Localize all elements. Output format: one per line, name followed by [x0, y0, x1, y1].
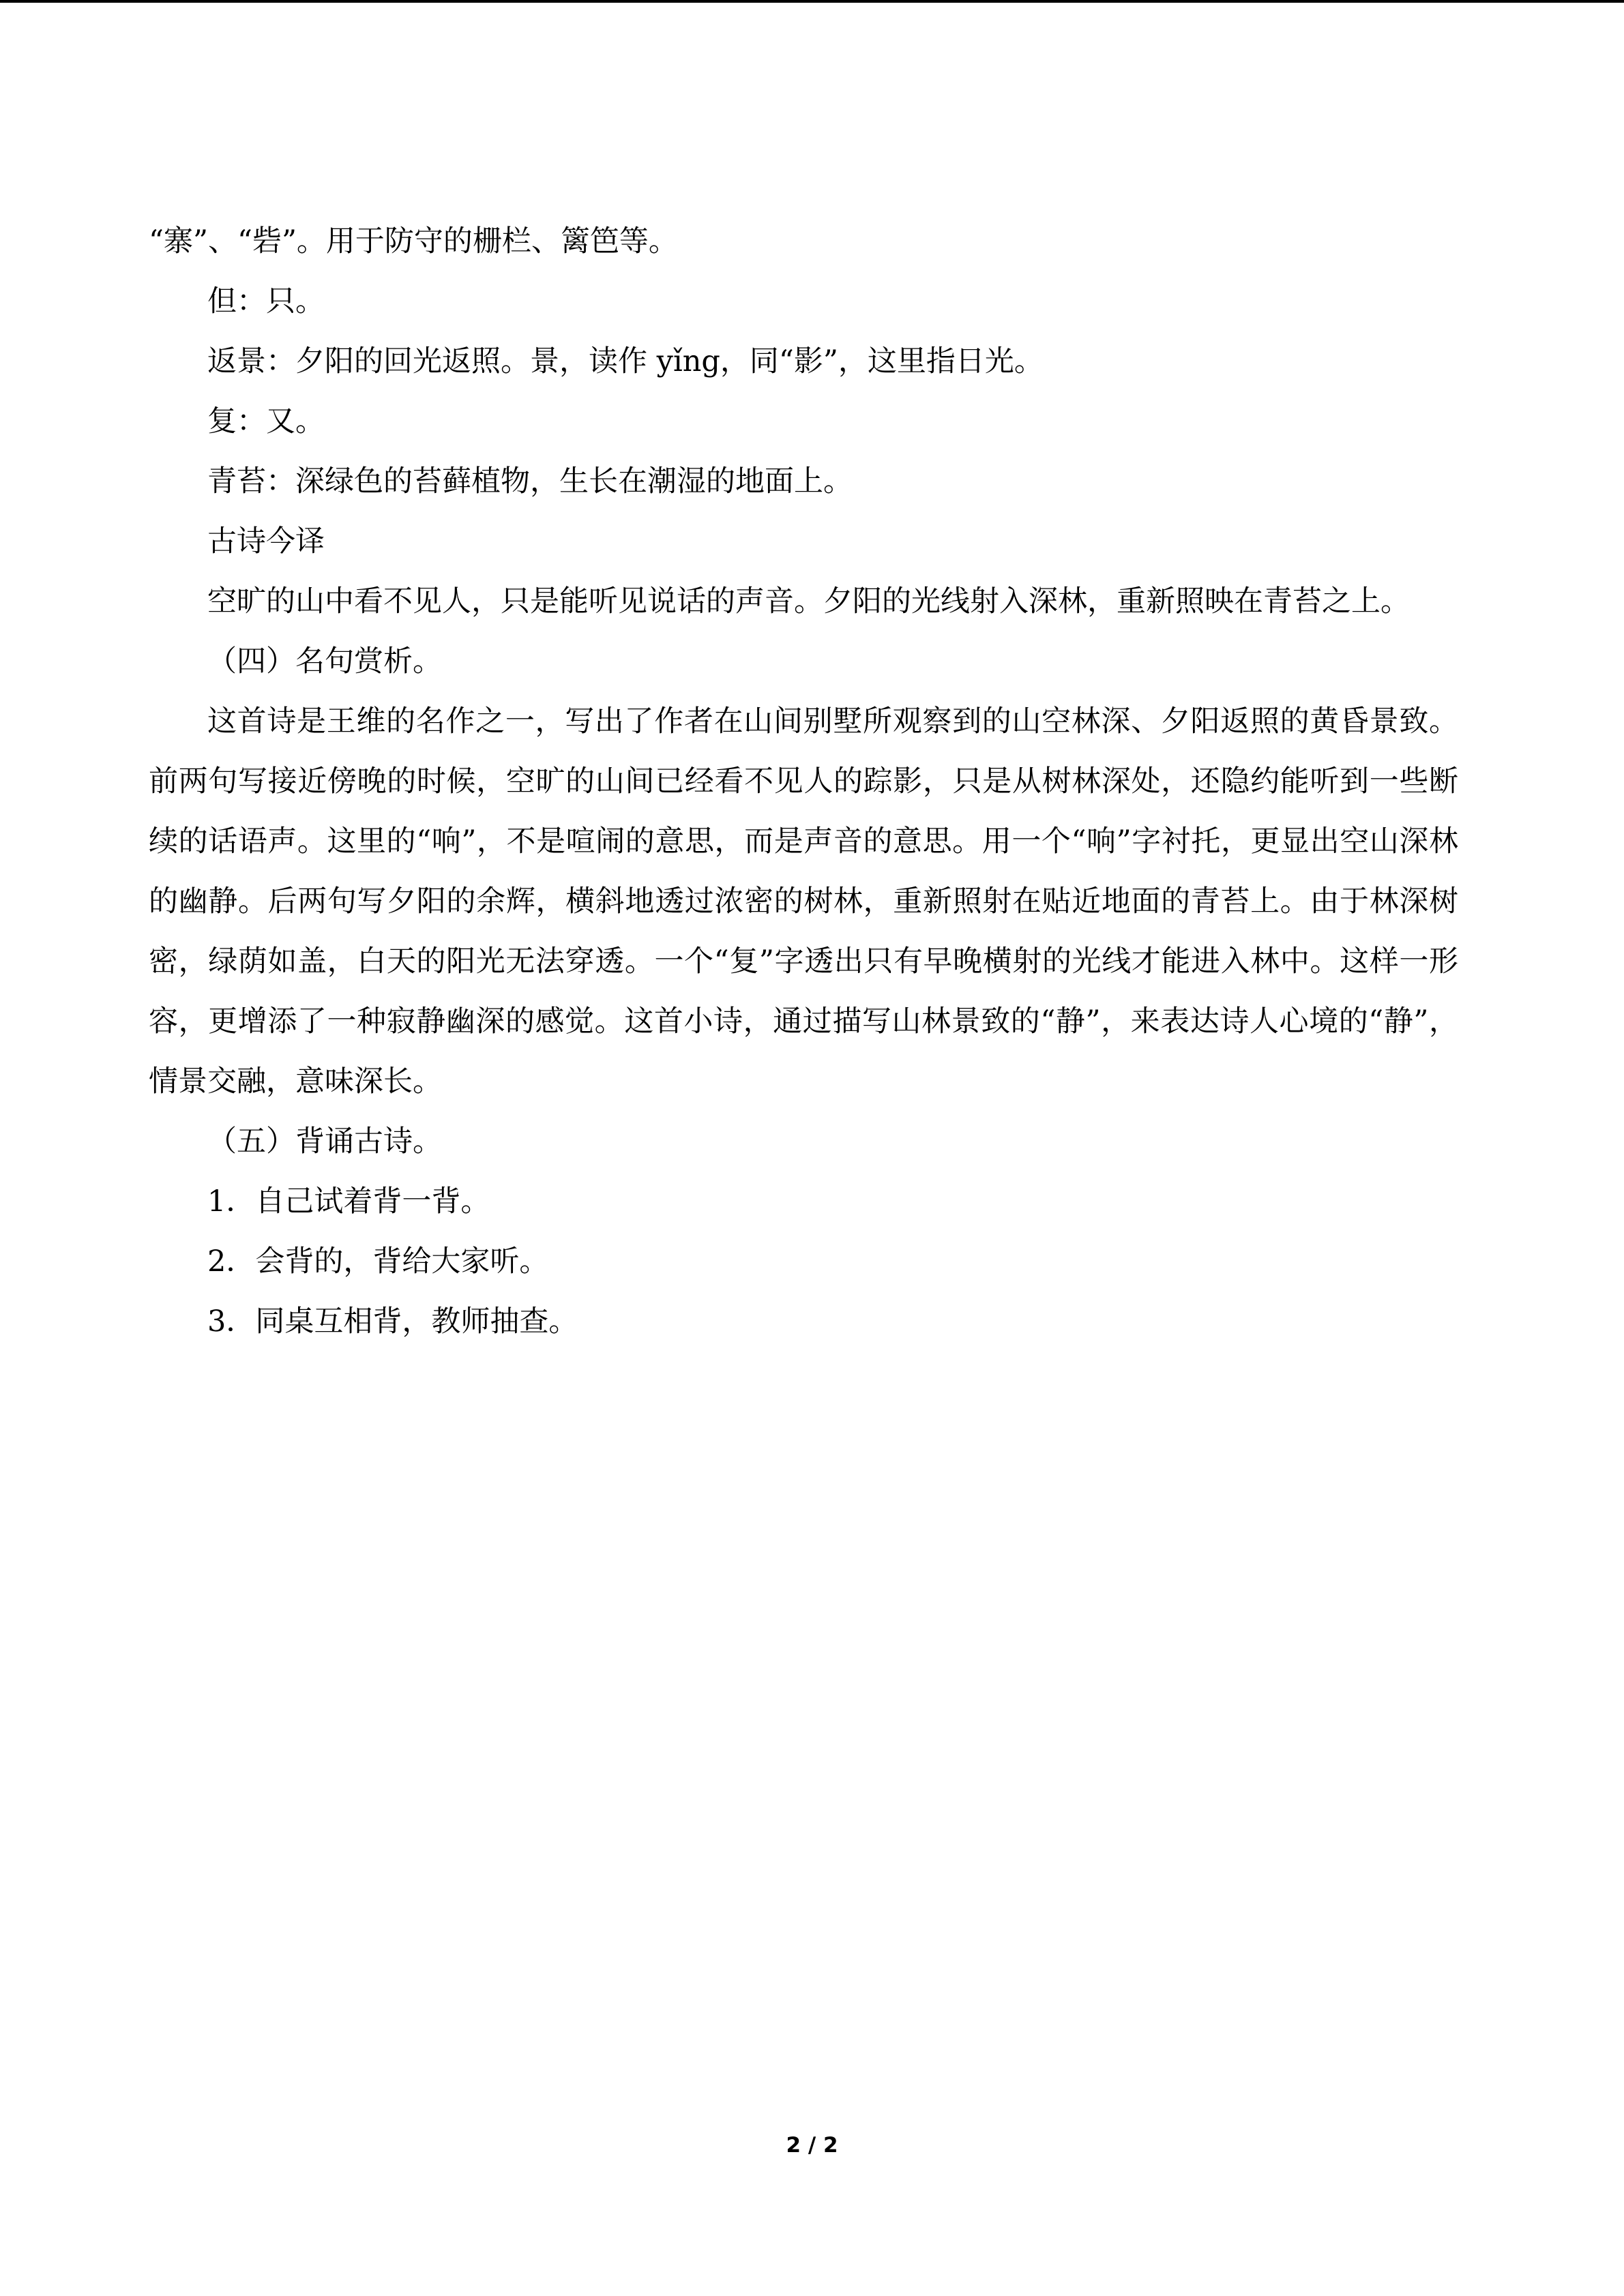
- list-item-recite-pairs: 3．同桌互相背，教师抽查。: [207, 1304, 578, 1339]
- section-heading-appreciation: （四）名句赏析。: [207, 644, 442, 679]
- section-heading-recitation: （五）背诵古诗。: [207, 1124, 442, 1159]
- paragraph-gloss-zhai: “寨”、“砦”。用于防守的栅栏、篱笆等。: [149, 224, 678, 258]
- paragraph-translation: 空旷的山中看不见人，只是能听见说话的声音。夕阳的光线射入深林，重新照映在青苔之上。: [207, 584, 1410, 618]
- list-item-recite-to-class: 2．会背的，背给大家听。: [207, 1244, 549, 1279]
- paragraph-gloss-fu: 复：又。: [207, 404, 325, 438]
- page-top-border: [0, 0, 1624, 3]
- document-body: [149, 211, 1458, 1352]
- section-heading-translation: 古诗今译: [207, 524, 325, 558]
- paragraph-gloss-qingtai: 青苔：深绿色的苔藓植物，生长在潮湿的地面上。: [207, 464, 853, 498]
- page-number: 2 / 2: [786, 2133, 838, 2158]
- paragraph-appreciation: 这首诗是王维的名作之一，写出了作者在山间别墅所观察到的山空林深、夕阳返照的黄昏景致。前两句写接近傍晚的时候，空旷的山间已经看不见人的踪影，只是从树林深处，还隐约能听到一些断续的话语声。这里的“响”，不是喧闹的意思，而是声音的意思。用一个“响”字衬托，更显出空山深林的幽静。后两句写夕阳的余辉，横斜地透过浓密的树林，重新照射在贴近地面的青苔上。由于林深树密，绿荫如盖，白天的阳光无法穿透。一个“复”字透出只有早晚横射的光线才能进入林中。这样一形容，更增添了一种寂静幽深的感觉。这首小诗，通过描写山林景致的“静”，来表达诗人心境的“静”，情景交融，意味深长。: [149, 704, 1458, 1099]
- paragraph-gloss-dan: 但：只。: [207, 284, 325, 318]
- paragraph-gloss-fanjing: 返景：夕阳的回光返照。景，读作 yǐng，同“影”，这里指日光。: [207, 344, 1044, 378]
- list-item-recite-self: 1．自己试着背一背。: [207, 1184, 490, 1219]
